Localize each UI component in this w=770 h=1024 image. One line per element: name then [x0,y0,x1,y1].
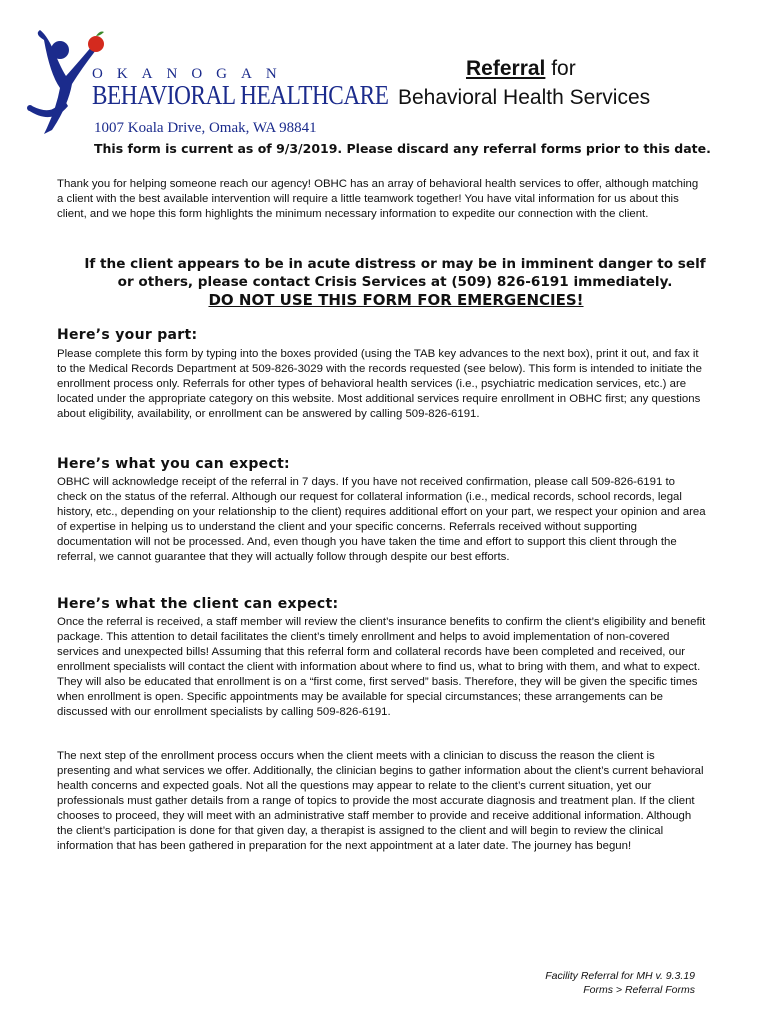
section-heading-you-can-expect: Here’s what you can expect: [57,456,290,472]
section-body-your-part: Please complete this form by typing into the boxes provided (using the TAB key advances to the next box), print it out, and fax it to the Medical Records Department at 509-826-3029 with the records requested (see below). This form is intended to initiate the enrollment process only. Referrals for other types of behavioral health services (i.e., psychiatric medication services, etc.) are located under the appropriate category on this website. Most additional services require enrollment in OBHC first; any questions about eligibility, availability, or enrollment can be answered by calling 509-826-6191. [57,348,702,420]
section-heading-client-can-expect: Here’s what the client can expect: [57,596,339,612]
emergency-warning: DO NOT USE THIS FORM FOR EMERGENCIES! [208,291,584,309]
section-body-you-can-expect: OBHC will acknowledge receipt of the referral in 7 days. If you have not received confirmation, please call 509-826-6191 to check on the status of the referral. Although our request for collateral information (i.e., medical records, school records, legal history, etc., depending on your relationship to the client) requires additional effort on your part, we respect your opinion and area of expertise in helping us to understand the client and your specific concerns. Referrals received without supporting documentation will not be processed. And, even though you have taken the time and effort to support this client through the referral, we cannot guarantee that they will actually follow through despite our best efforts. [57,476,706,563]
crisis-warning-line2: or others, please contact Crisis Services at (509) 826-6191 immediately. [117,274,673,290]
section-body-next-step: The next step of the enrollment process occurs when the client meets with a clinician to discuss the reason the client is presenting and what services we offer. Additionally, the clinician begins to gather information about the client’s current behavioral health concerns and expected goals. Not all the questions may appear to relate to the client’s current situation, yet our professionals must gather details from a range of topics to provide the most accurate diagnosis and treatment plan. If the client chooses to proceed, they will meet with an administrative staff member to provide and receive additional information. Although the client’s participation is done for that given day, a therapist is assigned to the client and will begin to review the clinical information that has been gathered in preparation for the next appointment at a later date. The journey has begun! [57,750,704,852]
footer [545,969,695,997]
title-referral: Referral [466,57,546,80]
agency-logo [22,26,402,146]
document-subtitle: Behavioral Health Services [398,86,651,109]
section-body-client-can-expect: Once the referral is received, a staff member will review the client’s insurance benefits to confirm the client’s eligibility and benefit package. This attention to detail facilitates the client’s timely enrollment and helps to avoid implementation of non-covered services and unexpected bills! Assuming that this referral form and collateral records have been completed and received, our enrollment specialists will contact the client with information about where to find us, what to bring with them, and what to expect. They will also be educated that enrollment is on a “first come, first served” basis. Therefore, they will be given the specific times when enrollment is open. Specific appointments may be available for special circumstances; these arrangements can be discussed with our enrollment specialists by calling 509-826-6191. [57,616,706,718]
logo-address: 1007 Koala Drive, Omak, WA 98841 [94,120,317,136]
crisis-warning-line1: If the client appears to be in acute distress or may be in imminent danger to self [84,256,706,272]
title-for: for [545,57,576,80]
document-title [466,57,576,81]
logo-behavioral-healthcare: BEHAVIORAL HEALTHCARE [92,80,389,110]
logo-okanogan: OKANOGAN [92,66,291,82]
intro-paragraph: Thank you for helping someone reach our agency! OBHC has an array of behavioral health services to offer, although matching a client with the best available intervention will require a little teamwork together! You have vital information for us about this client, and we hope this form highlights the minimum necessary information to expedite our connection with the client. [57,178,699,220]
footer-version: Facility Referral for MH v. 9.3.19 [545,970,695,982]
footer-breadcrumb: Forms > Referral Forms [583,984,695,996]
section-heading-your-part: Here’s your part: [57,327,198,343]
currency-notice: This form is current as of 9/3/2019. Please discard any referral forms prior to this date. [94,141,711,156]
